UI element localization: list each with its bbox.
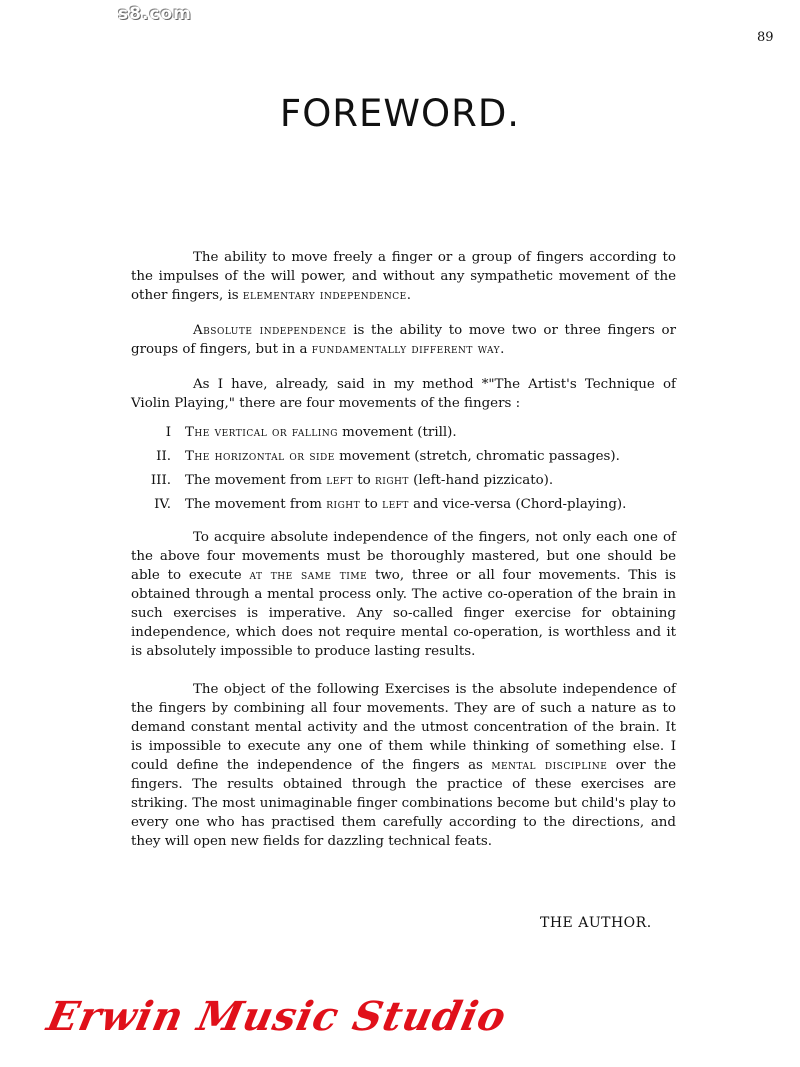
- paragraph-elementary-independence: [131, 248, 676, 305]
- smallcaps-term: mental discipline: [491, 758, 608, 773]
- roman-numeral: II.: [156, 449, 171, 464]
- movements-list: [131, 423, 676, 514]
- paragraph-object-of-exercises: [131, 680, 676, 851]
- movement-text: The horizontal or side movement (stretch, chromatic passages).: [185, 449, 620, 464]
- paragraph-acquire-independence: [131, 528, 676, 661]
- movement-text: The movement from left to right (left-hand pizzicato).: [185, 473, 554, 488]
- paragraph-absolute-independence: [131, 321, 676, 359]
- smallcaps-term: fundamentally different way.: [311, 342, 505, 357]
- studio-logo: Erwin Music Studio: [43, 993, 511, 1040]
- movement-text: The vertical or falling movement (trill).: [185, 425, 457, 440]
- paragraph-text: To acquire absolute independence of the fingers, not only each one of the above four movements must be thoroughly mastered, but one should be able to execute: [131, 530, 676, 583]
- paragraph-text: is the ability to move two or three fingers or groups of fingers, but in a: [131, 323, 676, 357]
- paragraph-text: over the fingers. The results obtained through the practice of these exercises are striking. The most unimaginable finger combinations become but child's play to every one who has practised them carefully according to the directions, and they will open new fields for dazzling technical feats.: [131, 758, 676, 849]
- list-item: [131, 423, 676, 442]
- paragraph-text: The object of the following Exercises is the absolute independence of the fingers by combining all four movements. They are of such a nature as to demand constant mental activity and the utmost concentration of the brain. It is impossible to execute any one of them while thinking of something else. I could define the independence of the fingers as: [131, 682, 676, 773]
- list-item: [131, 471, 676, 490]
- page-number: 89: [757, 30, 774, 45]
- smallcaps-term: elementary independence.: [242, 288, 412, 303]
- paragraph-text: two, three or all four movements. This is obtained through a mental process only. The active co-operation of the brain in such exercises is imperative. Any so-called finger exercise for obtaining independence, which does not require mental co-operation, is worthless and it is absolutely impossible to produce lasting results.: [131, 568, 676, 659]
- author-signature: THE AUTHOR.: [540, 915, 652, 931]
- roman-numeral: III.: [150, 473, 171, 488]
- paragraph-four-movements-intro: As I have, already, said in my method *"The Artist's Technique of Violin Playing," there are four movements of the fingers :: [131, 377, 676, 411]
- smallcaps-term: at the same time: [249, 568, 368, 583]
- list-item: [131, 447, 676, 466]
- paragraph-text: The ability to move freely a finger or a group of fingers according to the impulses of the will power, and without any sympathetic movement of the other fingers, is: [131, 250, 676, 303]
- roman-numeral: I: [165, 425, 171, 440]
- watermark-text: s8.com: [118, 4, 192, 24]
- smallcaps-term: Absolute independence: [193, 323, 347, 338]
- roman-numeral: IV.: [154, 497, 171, 512]
- movement-text: The movement from right to left and vice-versa (Chord-playing).: [185, 497, 627, 512]
- foreword-body: [131, 248, 676, 851]
- page-title: FOREWORD.: [279, 92, 521, 135]
- list-item: [131, 495, 676, 514]
